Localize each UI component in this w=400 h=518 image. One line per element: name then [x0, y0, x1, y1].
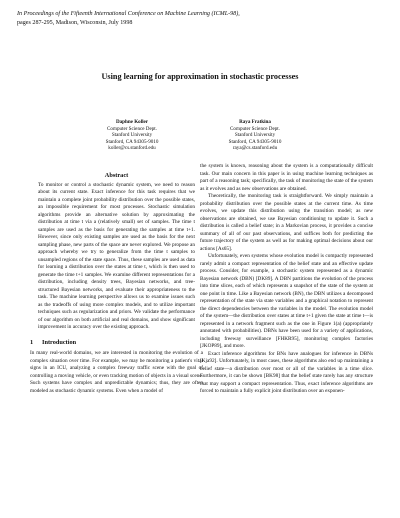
- abstract-title: Abstract: [104, 172, 129, 179]
- author-1-name: Daphne Koller: [115, 119, 149, 125]
- author-2-name: Raya Fratkina: [239, 119, 271, 125]
- author-2-addr: Stanford, CA 94305-9010: [228, 138, 282, 145]
- author-1-addr: Stanford, CA 94305-9010: [105, 138, 159, 145]
- author-1-dept: Computer Science Dept.: [107, 125, 157, 132]
- header-line-1: In Proceedings of the Fifteenth International Conference on Machine Learning (ICML-98),: [17, 11, 240, 17]
- author-2-dept: Computer Science Dept.: [230, 125, 280, 132]
- section-number: 1: [30, 338, 34, 346]
- header-line-2: pages 287-295, Madison, Wisconsin, July 1998: [17, 20, 133, 26]
- paper-title: Using learning for approximation in stochastic processes: [101, 72, 299, 81]
- left-column: [30, 172, 203, 395]
- body-paragraph-3: Unfortunately, even systems whose evolution model is compactly represented rarely admit a compact representation of the belief state and an effective update process. Consider, for example, a stochastic system represented as a dynamic Bayesian network (DBN) [DK89]. A DBN partitions the evolution of the process into time slices, each of which represents a snapshot of the state of the system at one point in time. Like a Bayesian network (BN), the DBN utilizes a decomposed representation of the state via state variables and a graphical notation to represent the direct dependencies between the variables in the model. The evolution model of the system—the distribution over states at time t+1 given the state at time t—is represented in a network fragment such as the one in Figure 1(a) (appropriately annotated with probabilities). DBNs have been used for a variety of applications, including freeway surveillance [FHKR95], monitoring complex factories [JKOP89], and more.: [200, 253, 373, 349]
- abstract-body: To monitor or control a stochastic dynamic system, we need to reason about its current state. Exact inference for this task requires that we maintain a complete joint probability distribution over the possible states, an impossible requirement for most processes. Stochastic simulation algorithms provide an alternative solution by approximating the distribution at time t via a (relatively small) set of samples. The time t samples are used as the basis for generating the samples at time t+1. However, since only existing samples are used as the basis for the next sampling phase, new parts of the space are never explored. We propose an approach whereby we try to generalize from the time t samples to unsampled regions of the state space. Thus, these samples are used as data for learning a distribution over the states at time t, which is then used to generate the time t+1 samples. We examine different representations for a distribution, including density trees, Bayesian networks, and tree-structured Bayesian networks, and evaluate their appropriateness to the task. The machine learning perspective allows us to examine issues such as the tradeoffs of using more complex models, and to utilize important techniques such as regularization and priors. We validate the performance of our algorithm on both artificial and real domains, and show significant improvement in accuracy over the existing approach.: [38, 181, 195, 330]
- section-heading: [30, 339, 203, 347]
- author-1-email: koller@cs.stanford.edu: [108, 145, 156, 152]
- section-title: Introduction: [42, 338, 77, 346]
- author-1: [67, 119, 197, 152]
- author-2-univ: Stanford University: [234, 132, 276, 139]
- body-paragraph-2: Theoretically, the monitoring task is straightforward. We simply maintain a probability distribution over the possible states at the current time. As time evolves, we update this distribution using the transition model; as new observations are obtained, we use Bayesian conditioning to update it. Such a distribution is called a belief state; in a Markovian process, it provides a concise summary of all of our past observations, and suffices both for predicting the future trajectory of the system as well as for making optimal decisions about our actions [As65].: [200, 193, 373, 252]
- body-paragraph-4: Exact inference algorithms for BNs have analogues for inference in DBNs [Kja92]. Unfortunately, in most cases, these algorithms also end up maintaining a belief state—a distribution over most or all of the variables in a time slice. Furthermore, it can be shown [BK98] that the belief state rarely has any structure that may support a compact representation. Thus, exact inference algorithms are forced to maintain a fully explicit joint distribution over an exponen-: [200, 350, 373, 394]
- author-2: [190, 119, 320, 152]
- author-1-univ: Stanford University: [111, 132, 153, 139]
- publication-header: [17, 10, 337, 28]
- author-2-email: raya@cs.stanford.edu: [232, 145, 278, 152]
- right-column: [200, 163, 373, 396]
- intro-paragraph-1: In many real-world domains, we are interested in monitoring the evolution of a complex situation over time. For example, we may be monitoring a patient's vital signs in an ICU, analyzing a complex freeway traffic scene with the goal of controlling a moving vehicle, or even tracking motion of objects in a visual scene. Such systems have complex and unpredictable dynamics; thus, they are often modeled as stochastic dynamic systems. Even when a model of: [30, 350, 203, 394]
- body-paragraph-1: the system is known, reasoning about the system is a computationally difficult task. Our main concern in this paper is in using machine learning techniques as part of a reasoning task; specifically, the task of monitoring the state of the system as it evolves and as new observations are obtained.: [200, 163, 373, 192]
